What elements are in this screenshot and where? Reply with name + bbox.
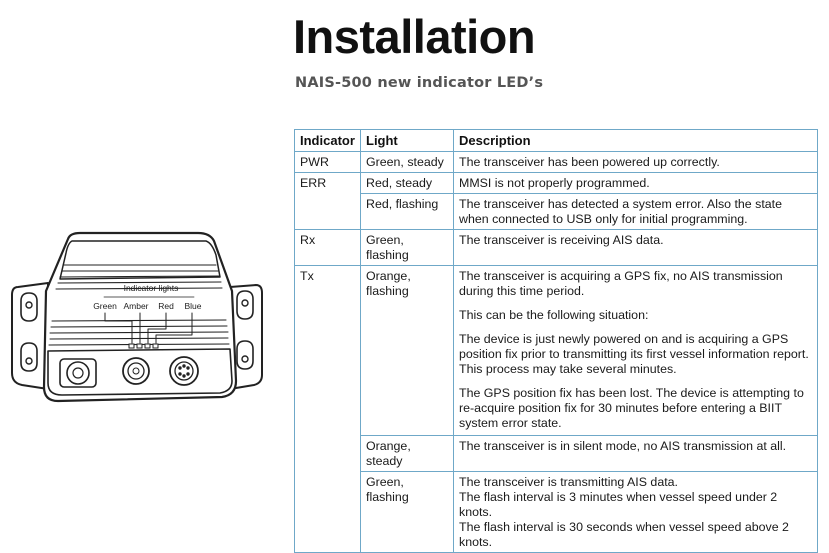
description-paragraph: This can be the following situation:: [459, 308, 649, 322]
description-cell: The transceiver has been powered up correctly.: [454, 152, 818, 173]
description-cell: The transceiver is in silent mode, no AIS transmission at all.: [454, 436, 818, 472]
description-cell: MMSI is not properly programmed.: [454, 173, 818, 194]
led-label-blue: Blue: [184, 301, 202, 311]
indicator-led-table: [294, 129, 818, 553]
header-light: Light: [361, 130, 454, 152]
light-cell: Orange, steady: [361, 436, 454, 472]
indicator-cell: ERR: [295, 173, 361, 194]
table-row-tx: [295, 266, 818, 436]
device-illustration: [8, 225, 266, 430]
description-cell: [454, 472, 818, 553]
table-row-rx: [295, 230, 818, 266]
table-row-err-flashing: [295, 194, 818, 230]
indicator-cell-empty: [295, 472, 361, 553]
description-paragraph: The device is just newly powered on and is acquiring a GPS position fix prior to transmitting its first vessel information report. This process may take several minutes.: [459, 332, 809, 376]
light-cell: Red, flashing: [361, 194, 454, 230]
indicator-cell-empty: [295, 436, 361, 472]
header-indicator: Indicator: [295, 130, 361, 152]
indicator-cell-empty: [295, 194, 361, 230]
light-cell: Green, steady: [361, 152, 454, 173]
description-cell: The transceiver is receiving AIS data.: [454, 230, 818, 266]
description-line: The flash interval is 30 seconds when vessel speed above 2 knots.: [459, 520, 789, 549]
indicator-cell: Tx: [295, 266, 361, 436]
table-header-row: [295, 130, 818, 152]
light-cell: Orange, flashing: [361, 266, 454, 436]
table-row-pwr: [295, 152, 818, 173]
table-row-tx-steady: [295, 436, 818, 472]
description-cell: [454, 266, 818, 436]
table-row-tx-green: [295, 472, 818, 553]
description-paragraph: The transceiver is acquiring a GPS fix, no AIS transmission during this time period.: [459, 269, 783, 298]
indicator-lights-label: Indicator lights: [123, 283, 179, 293]
description-paragraph: The GPS position fix has been lost. The device is attempting to re-acquire position fix for 30 minutes before entering a BIIT system error state.: [459, 386, 804, 430]
led-label-red: Red: [158, 301, 174, 311]
led-label-green: Green: [93, 301, 117, 311]
light-cell: Green, flashing: [361, 472, 454, 553]
light-cell: Red, steady: [361, 173, 454, 194]
description-line: The transceiver is transmitting AIS data.: [459, 475, 678, 489]
description-cell: The transceiver has detected a system error. Also the state when connected to USB only for initial programming.: [454, 194, 818, 230]
page-title: Installation: [293, 10, 536, 63]
header-description: Description: [454, 130, 818, 152]
page-subtitle: NAIS-500 new indicator LED’s: [295, 75, 544, 91]
indicator-cell: Rx: [295, 230, 361, 266]
table-row-err: [295, 173, 818, 194]
description-line: The flash interval is 3 minutes when vessel speed under 2 knots.: [459, 490, 778, 519]
led-label-amber: Amber: [123, 301, 149, 311]
light-cell: Green, flashing: [361, 230, 454, 266]
indicator-cell: PWR: [295, 152, 361, 173]
